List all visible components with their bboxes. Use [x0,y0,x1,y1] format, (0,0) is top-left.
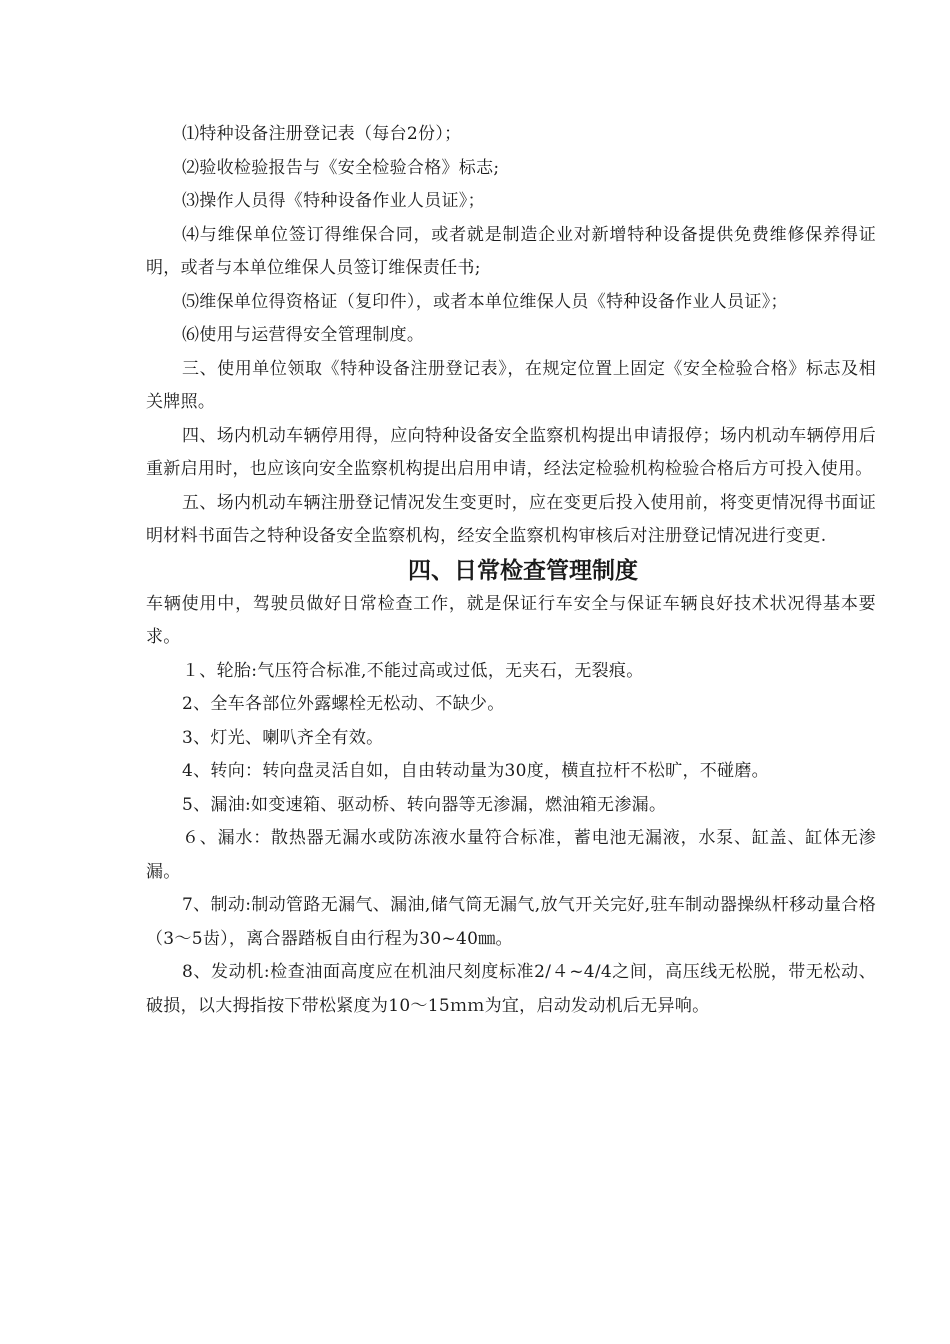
clause-three: 三、使用单位领取《特种设备注册登记表》，在规定位置上固定《安全检验合格》标志及相关牌照。 [146,358,876,412]
clause-four: 四、场内机动车辆停用得，应向特种设备安全监察机构提出申请报停；场内机动车辆停用后重新启用时，也应该向安全监察机构提出启用申请，经法定检验机构检验合格后方可投入使用。 [146,425,876,479]
registration-item: ⑸维保单位得资格证（复印件），或者本单位维保人员《特种设备作业人员证》； [182,291,788,312]
registration-item: ⑷与维保单位签订得维保合同，或者就是制造企业对新增特种设备提供免费维修保养得证明，或者与本单位维保人员签订维保责任书; [146,224,876,278]
clause-five: 五、场内机动车辆注册登记情况发生变更时，应在变更后投入使用前，将变更情况得书面证明材料书面告之特种设备安全监察机构，经安全监察机构审核后对注册登记情况进行变更. [146,492,876,546]
registration-item: ⑴特种设备注册登记表（每台2份）； [182,124,462,144]
check-item: １、轮胎:气压符合标准,不能过高或过低，无夹石，无裂痕。 [182,660,644,681]
check-item: 2、全车各部位外露螺栓无松动、不缺少。 [182,694,505,714]
check-item: ６、漏水：散热器无漏水或防冻液水量符合标准，蓄电池无漏液，水泵、缸盖、缸体无渗漏。 [146,828,876,882]
check-item: 4、转向：转向盘灵活自如，自由转动量为30度，横直拉杆不松旷，不碰磨。 [182,761,769,781]
section-heading: 四、日常检查管理制度 [408,557,638,584]
check-item: 5、漏油:如变速箱、驱动桥、转向器等无渗漏，燃油箱无渗漏。 [182,794,667,815]
section-intro: 车辆使用中，驾驶员做好日常检查工作，就是保证行车安全与保证车辆良好技术状况得基本要求。 [146,593,876,647]
registration-item: ⑹使用与运营得安全管理制度。 [182,325,425,345]
document-page [146,118,876,1023]
check-item: 3、灯光、喇叭齐全有效。 [182,727,384,748]
check-item: 7、制动:制动管路无漏气、漏油,储气筒无漏气,放气开关完好,驻车制动器操纵杆移动量合格（3～5齿），离合器踏板自由行程为30~40㎜。 [146,895,876,949]
registration-item: ⑵验收检验报告与《安全检验合格》标志; [182,157,500,178]
check-item: 8、发动机:检查油面高度应在机油尺刻度标准2/４~4/4之间，高压线无松脱，带无松动、破损，以大拇指按下带松紧度为10～15ｍｍ为宜，启动发动机后无异响。 [146,962,876,1016]
registration-item: ⑶操作人员得《特种设备作业人员证》； [182,191,485,211]
